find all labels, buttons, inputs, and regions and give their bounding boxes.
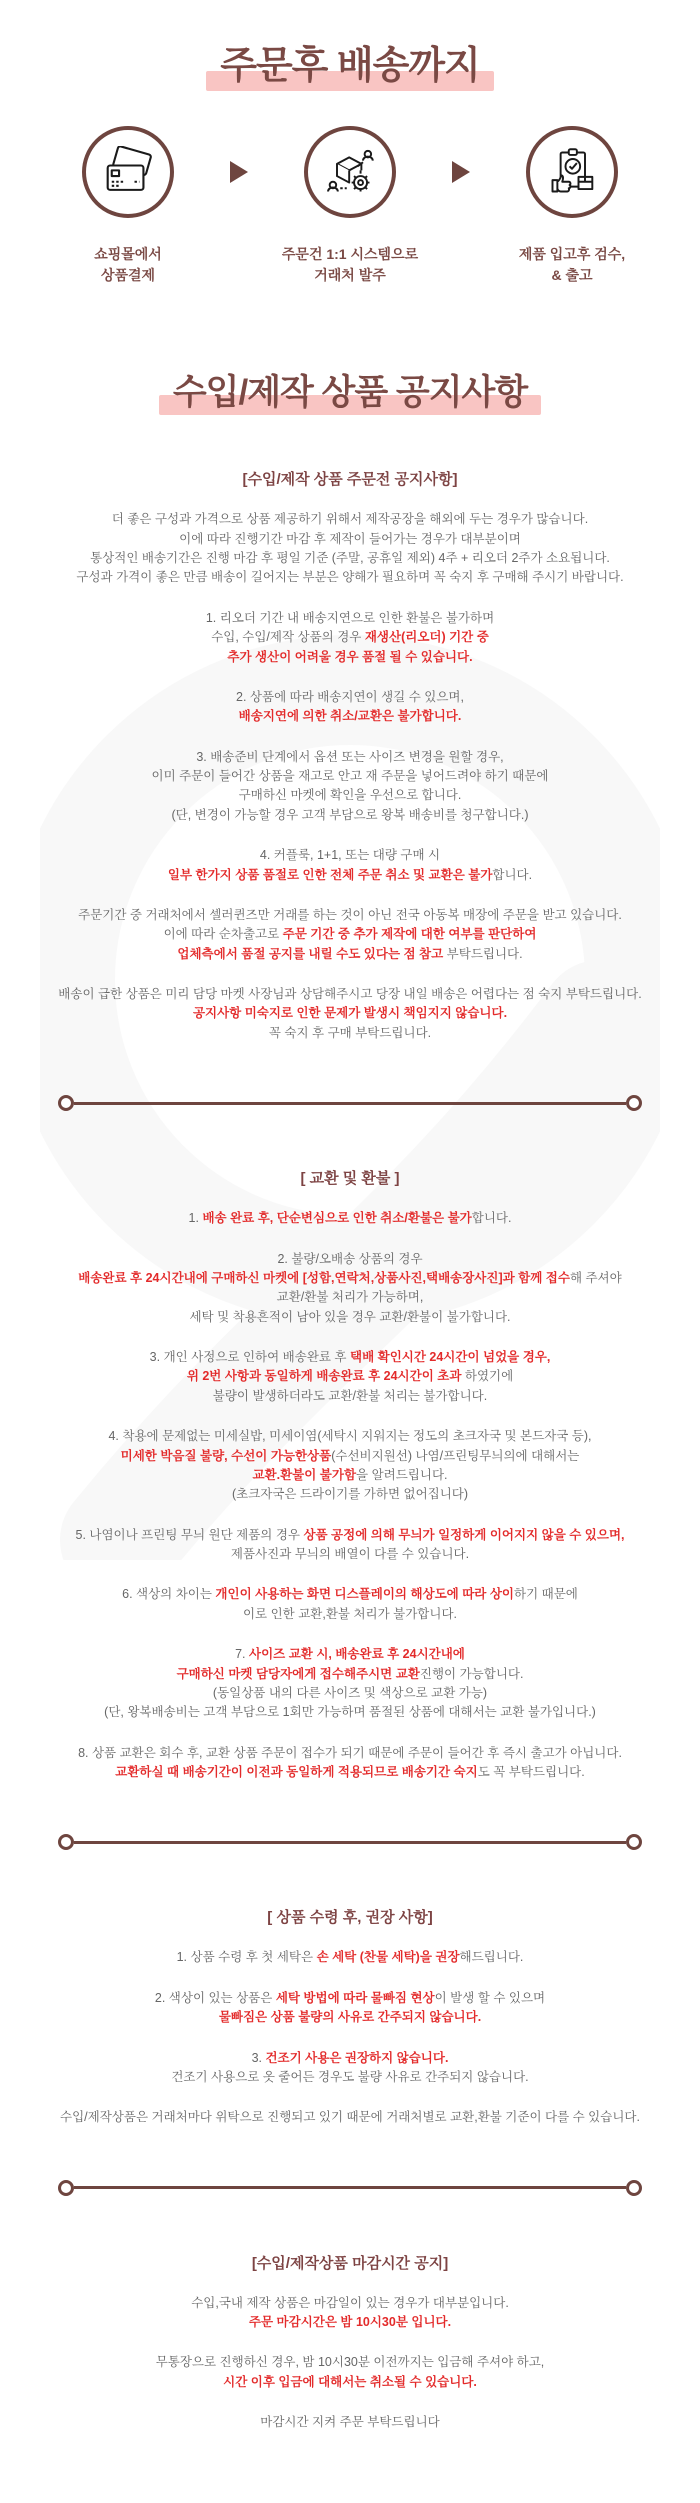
text-run: 2. 상품에 따라 배송지연이 생길 수 있으며,	[236, 689, 464, 704]
text-run: 미세한 박음질 불량, 수선이 가능한상품	[120, 1448, 332, 1463]
text-run: 하였기에	[461, 1369, 514, 1384]
order-process-flow	[30, 126, 670, 286]
notice-line	[30, 925, 670, 944]
notice-paragraph	[30, 609, 670, 667]
notice-paragraph	[30, 1250, 670, 1328]
notice-line	[30, 2068, 670, 2087]
notice-paragraph	[30, 1645, 670, 1723]
text-run: 2. 불량/오배송 상품의 경우	[277, 1251, 423, 1266]
text-run: 수입, 수입/제작 상품의 경우	[211, 630, 365, 645]
divider-dot-icon	[626, 2180, 642, 2196]
text-run: 위 2번 사항과 동일하게 배송완료 후 24시간이 초과	[186, 1369, 462, 1384]
notice-line	[30, 1288, 670, 1307]
notice-line	[30, 806, 670, 825]
notice-line	[30, 1209, 670, 1228]
notice-section	[30, 2252, 670, 2433]
notice-line	[30, 1763, 670, 1782]
text-run: 건조기 사용으로 옷 줄어든 경우도 불량 사유로 간주되지 않습니다.	[171, 2069, 529, 2084]
notice-paragraph	[30, 906, 670, 964]
notice-line	[30, 2294, 670, 2313]
notice-line	[30, 1348, 670, 1367]
text-run: 배송이 급한 상품은 미리 담당 마켓 사장님과 상담해주시고 당장 내일 배송은 어렵다는 점 숙지 부탁드립니다.	[58, 987, 642, 1002]
divider-dot-icon	[626, 1095, 642, 1111]
text-run: 주문 마감시간은 밤 10시30분 입니다.	[248, 2315, 452, 2330]
text-run: 해 주셔야	[569, 1270, 622, 1285]
notice-line	[30, 1367, 670, 1386]
text-run: 부탁드립니다.	[443, 946, 523, 961]
text-run: 더 좋은 구성과 가격으로 상품 제공하기 위해서 제작공장을 해외에 두는 경우가 많습니다.	[111, 512, 589, 527]
text-run: 상품 공정에 의해 무늬가 일정하게 이어지지 않을 수 있으며,	[303, 1527, 625, 1542]
notice-line	[30, 1427, 670, 1446]
notice-line	[30, 846, 670, 865]
text-run: 7.	[235, 1647, 250, 1662]
text-run: 합니다.	[492, 867, 533, 882]
notice-line	[30, 1308, 670, 1327]
text-run: 1. 리오더 기간 내 배송지연으로 인한 환불은 불가하며	[205, 610, 495, 625]
notice-line	[30, 1269, 670, 1288]
divider-line	[74, 1102, 626, 1105]
notice-paragraph	[30, 2413, 670, 2432]
text-run: 4. 착용에 문제없는 미세실밥, 미세이염(세탁시 지워지는 정도의 초크자국 및 본드자국 등),	[108, 1429, 592, 1444]
text-run: 시간 이후 입금에 대해서는 취소될 수 있습니다.	[223, 2374, 477, 2389]
notice-line	[30, 2008, 670, 2027]
text-run: 공지사항 미숙지로 인한 문제가 발생시 책임지지 않습니다.	[192, 1006, 508, 1021]
notice-line	[30, 1989, 670, 2008]
section-divider	[58, 2180, 642, 2196]
process-step-payment	[40, 126, 216, 286]
text-run: 택배 확인시간 24시간이 넘었을 경우,	[350, 1350, 551, 1365]
order-system-icon	[324, 146, 376, 198]
text-run: 제품사진과 무늬의 배열이 다를 수 있습니다.	[230, 1547, 470, 1562]
credit-card-icon	[102, 146, 154, 198]
notice-paragraph	[30, 748, 670, 826]
text-run: 이에 따라 순차출고로	[163, 927, 283, 942]
text-run: 통상적인 배송기간은 진행 마감 후 평일 기준 (주말, 공휴일 제외) 4주 + 리오더 2주가 소요됩니다.	[90, 551, 610, 566]
text-run: 5. 나염이나 프린팅 무늬 원단 제품의 경우	[75, 1527, 304, 1542]
text-run: 교환/환불 처리가 가능하며,	[276, 1290, 424, 1305]
notice-line	[30, 2373, 670, 2392]
text-run: 세탁 방법에 따라 물빠짐 현상	[275, 1990, 435, 2005]
notice-paragraph	[30, 846, 670, 885]
text-run: 1.	[188, 1211, 203, 1226]
notice-section	[30, 1167, 670, 1782]
notice-line	[30, 786, 670, 805]
text-run: 수입,국내 제작 상품은 마감일이 있는 경우가 대부분입니다.	[191, 2295, 509, 2310]
text-run: 이 발생 할 수 있으며	[434, 1990, 546, 2005]
text-run: 해드립니다.	[459, 1950, 524, 1965]
text-run: 교환.환불이 불가함	[252, 1467, 357, 1482]
text-run: 손 세탁 (찬물 세탁)을 권장	[316, 1950, 460, 1965]
notice-line	[30, 985, 670, 1004]
notice-line	[30, 2108, 670, 2127]
notice-line	[30, 1645, 670, 1664]
arrow-right-icon	[452, 161, 470, 183]
notice-line	[30, 1485, 670, 1504]
notice-line	[30, 1684, 670, 1703]
step-label: 제품 입고후 검수, & 출고	[518, 245, 626, 283]
notice-line	[30, 1004, 670, 1023]
text-run: 재생산(리오더) 기간 중	[364, 630, 489, 645]
notice-paragraph	[30, 1526, 670, 1565]
arrow-right-icon	[230, 161, 248, 183]
notice-line	[30, 1024, 670, 1043]
text-run: 불량이 발생하더라도 교환/환불 처리는 불가합니다.	[212, 1388, 488, 1403]
notice-line	[30, 945, 670, 964]
notice-line	[30, 1665, 670, 1684]
notice-line	[30, 1545, 670, 1564]
notice-paragraph	[30, 1427, 670, 1505]
text-run: 건조기 사용은 권장하지 않습니다.	[265, 2050, 449, 2065]
notice-line	[30, 1585, 670, 1604]
notice-line	[30, 530, 670, 549]
notice-section	[30, 1906, 670, 2127]
divider-dot-icon	[58, 1834, 74, 1850]
main-title-row	[30, 46, 670, 88]
text-run: 주문기간 중 거래처에서 셀러퀸즈만 거래를 하는 것이 아닌 전국 아동복 매장에 주문을 받고 있습니다.	[78, 907, 622, 922]
notice-line	[30, 906, 670, 925]
text-run: 주문 기간 중 추가 제작에 대한 여부를 판단하여	[282, 927, 537, 942]
notice-title-row	[30, 374, 670, 413]
text-run: 2. 색상이 있는 상품은	[154, 1990, 276, 2005]
text-run: (수선비지원선) 나염/프린팅무늬의에 대해서는	[331, 1448, 580, 1463]
text-run: 6. 색상의 차이는	[122, 1587, 216, 1602]
text-run: 마감시간 지켜 주문 부탁드립니다	[260, 2415, 440, 2430]
notice-paragraph	[30, 1585, 670, 1624]
text-run: 물빠짐은 상품 불량의 사유로 간주되지 않습니다.	[218, 2010, 482, 2025]
text-run: 1. 상품 수령 후 첫 세탁은	[176, 1950, 317, 1965]
step-label: 쇼핑몰에서 상품결제	[94, 245, 162, 283]
text-run: 3.	[251, 2050, 266, 2065]
inspection-icon	[546, 146, 598, 198]
notice-line	[30, 549, 670, 568]
notice-paragraph	[30, 2294, 670, 2333]
notice-line	[30, 2313, 670, 2332]
text-run: (초크자국은 드라이기를 가하면 없어집니다)	[231, 1487, 469, 1502]
text-run: 이로 인한 교환,환불 처리가 불가합니다.	[242, 1606, 458, 1621]
notice-line	[30, 648, 670, 667]
step-label: 주문건 1:1 시스템으로 거래처 발주	[281, 245, 419, 283]
text-run: 구매하신 마켓에 확인을 우선으로 합니다.	[238, 788, 462, 803]
section-divider	[58, 1095, 642, 1111]
notice-paragraph	[30, 1989, 670, 2028]
text-run: (단, 왕복배송비는 고객 부담으로 1회만 가능하며 품절된 상품에 대해서는 교환 불가입니다.)	[104, 1705, 596, 1720]
notice-line	[30, 609, 670, 628]
text-run: 이미 주문이 들어간 상품을 재고로 안고 재 주문을 넣어드려야 하기 때문에	[151, 769, 549, 784]
divider-dot-icon	[626, 1834, 642, 1850]
notice-line	[30, 2049, 670, 2068]
notice-line	[30, 1744, 670, 1763]
notice-section	[30, 468, 670, 1043]
notice-line	[30, 1605, 670, 1624]
notice-line	[30, 2413, 670, 2432]
text-run: 구성과 가격이 좋은 만큼 배송이 길어지는 부분은 양해가 필요하며 꼭 숙지 후 구매해 주시기 바랍니다.	[76, 570, 624, 585]
text-run: 을 알려드립니다.	[356, 1467, 448, 1482]
text-run: 추가 생산이 어려울 경우 품절 될 수 있습니다.	[227, 649, 473, 664]
divider-dot-icon	[58, 2180, 74, 2196]
section-heading: [ 교환 및 환불 ]	[300, 1170, 400, 1188]
divider-line	[74, 1841, 626, 1844]
notice-line	[30, 1466, 670, 1485]
process-step-order-system	[262, 126, 438, 286]
notice-paragraph	[30, 1744, 670, 1783]
text-run: 구매하신 마켓 담당자에게 접수해주시면 교환	[176, 1666, 420, 1681]
notice-line	[30, 748, 670, 767]
step-circle	[304, 126, 396, 218]
notice-line	[30, 688, 670, 707]
notice-line	[30, 1703, 670, 1722]
text-run: 합니다.	[471, 1211, 512, 1226]
text-run: 꼭 숙지 후 구매 부탁드립니다.	[268, 1025, 432, 1040]
notice-line	[30, 866, 670, 885]
notice-line	[30, 568, 670, 587]
notice-line	[30, 2353, 670, 2372]
text-run: 수입/제작상품은 거래처마다 위탁으로 진행되고 있기 때문에 거래처별로 교환,환불 기준이 다를 수 있습니다.	[60, 2110, 640, 2125]
notice-title: 수입/제작 상품 공지사항	[173, 374, 527, 413]
text-run: 하기 때문에	[514, 1587, 578, 1602]
divider-line	[74, 2186, 626, 2189]
text-run: 3. 배송준비 단계에서 옵션 또는 사이즈 변경을 원할 경우,	[196, 749, 504, 764]
notice-paragraph	[30, 1948, 670, 1967]
text-run: 배송지연에 의한 취소/교환은 불가합니다.	[238, 709, 462, 724]
section-heading: [ 상품 수령 후, 권장 사항]	[267, 1909, 433, 1927]
notice-line	[30, 1948, 670, 1967]
section-divider	[58, 1834, 642, 1850]
text-run: 무통장으로 진행하신 경우, 밤 10시30분 이전까지는 입금해 주셔야 하고,	[155, 2355, 545, 2370]
notice-line	[30, 707, 670, 726]
text-run: 이에 따라 진행기간 마감 후 제작이 들어가는 경우가 대부분이며	[179, 531, 521, 546]
process-step-inspection	[484, 126, 660, 286]
section-heading: [수입/제작 상품 주문전 공지사항]	[242, 471, 458, 489]
notice-line	[30, 767, 670, 786]
section-heading: [수입/제작상품 마감시간 공지]	[251, 2254, 449, 2272]
notice-line	[30, 1387, 670, 1406]
notice-body	[30, 468, 670, 2432]
text-run: 교환하실 때 배송기간이 이전과 동일하게 적용되므로 배송기간 숙지	[115, 1765, 478, 1780]
text-run: 3. 개인 사정으로 인하여 배송완료 후	[149, 1350, 350, 1365]
notice-paragraph	[30, 2353, 670, 2392]
notice-paragraph	[30, 985, 670, 1043]
notice-paragraph	[30, 688, 670, 727]
notice-paragraph	[30, 510, 670, 588]
notice-paragraph	[30, 2108, 670, 2127]
text-run: 일부 한가지 상품 품절로 인한 전체 주문 취소 및 교환은 불가	[167, 867, 493, 882]
notice-line	[30, 1526, 670, 1545]
notice-line	[30, 628, 670, 647]
text-run: 진행이 가능합니다.	[419, 1666, 524, 1681]
text-run: 개인이 사용하는 화면 디스플레이의 해상도에 따라 상이	[215, 1587, 514, 1602]
step-circle	[526, 126, 618, 218]
notice-line	[30, 1447, 670, 1466]
text-run: 세탁 및 착용흔적이 남아 있을 경우 교환/환불이 불가합니다.	[189, 1309, 511, 1324]
text-run: 배송완료 후 24시간내에 구매하신 마켓에 [성함,연락처,상품사진,택배송장사진]과 함께 접수	[78, 1270, 570, 1285]
text-run: (동일상품 내의 다른 사이즈 및 색상으로 교환 가능)	[212, 1685, 488, 1700]
notice-paragraph	[30, 1209, 670, 1228]
text-run: 도 꼭 부탁드립니다.	[477, 1765, 585, 1780]
notice-line	[30, 510, 670, 529]
notice-paragraph	[30, 2049, 670, 2088]
text-run: (단, 변경이 가능할 경우 고객 부담으로 왕복 배송비를 청구합니다.)	[171, 807, 529, 822]
divider-dot-icon	[58, 1095, 74, 1111]
text-run: 배송 완료 후, 단순변심으로 인한 취소/환불은 불가	[202, 1211, 472, 1226]
text-run: 업체측에서 품절 공지를 내릴 수도 있다는 점 참고	[177, 946, 444, 961]
notice-paragraph	[30, 1348, 670, 1406]
text-run: 4. 커플룩, 1+1, 또는 대량 구매 시	[259, 848, 441, 863]
page-title: 주문후 배송까지	[220, 46, 480, 88]
text-run: 8. 상품 교환은 회수 후, 교환 상품 주문이 접수가 되기 때문에 주문이 들어간 후 즉시 출고가 아닙니다.	[78, 1745, 622, 1760]
text-run: 사이즈 교환 시, 배송완료 후 24시간내에	[249, 1647, 465, 1662]
notice-line	[30, 1250, 670, 1269]
step-circle	[82, 126, 174, 218]
